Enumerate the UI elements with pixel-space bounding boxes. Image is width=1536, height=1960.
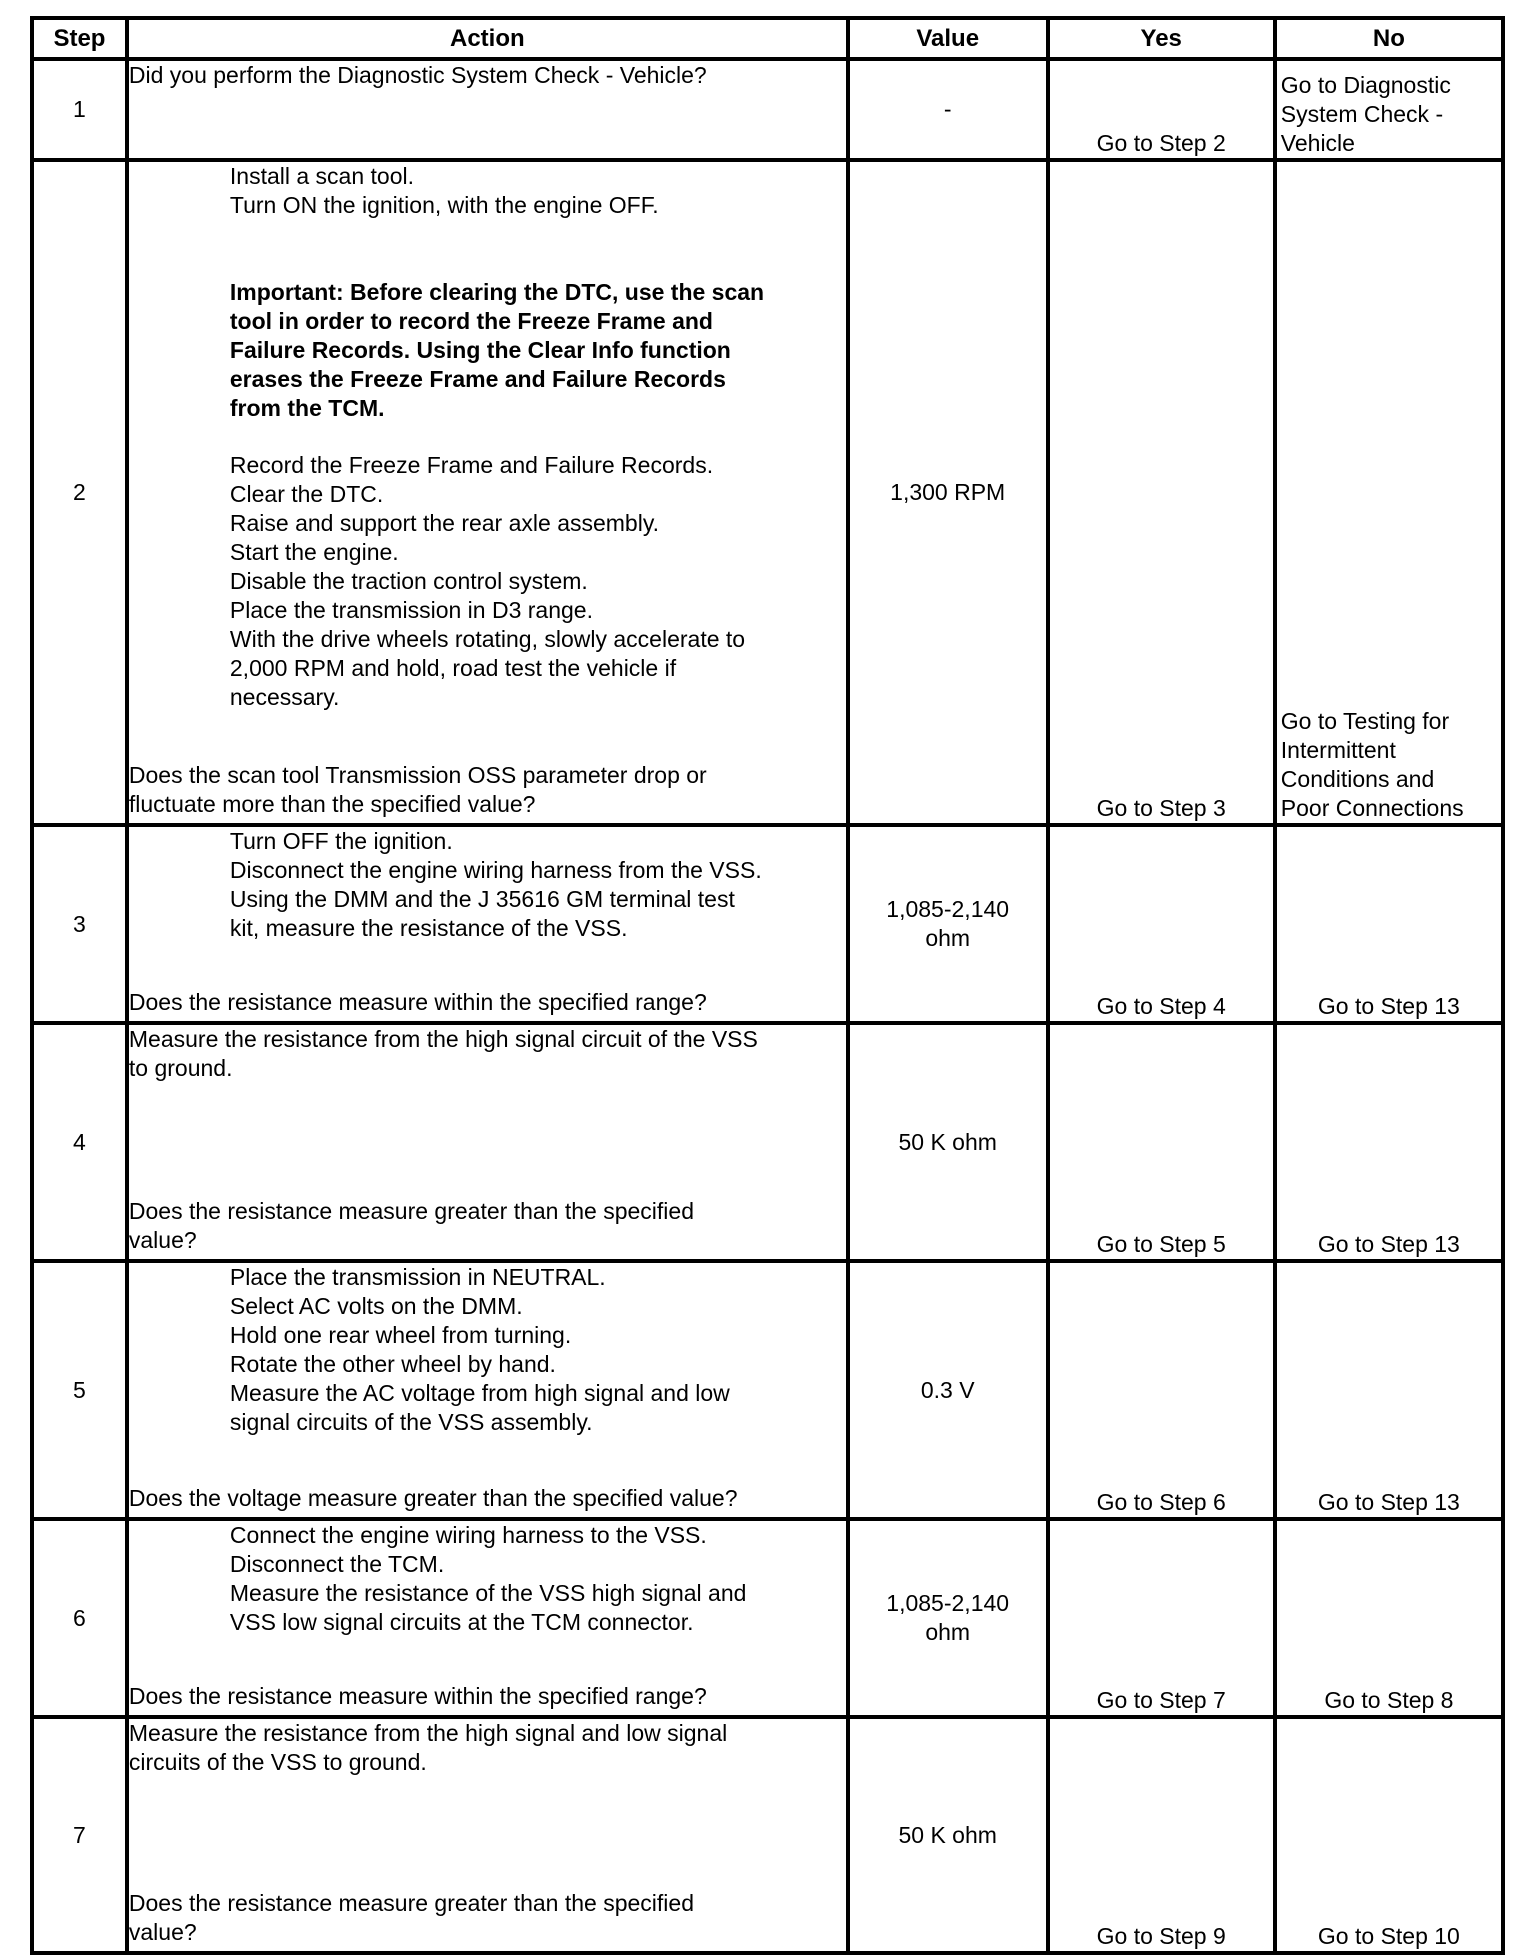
- action-line: Start the engine.: [229, 539, 399, 565]
- action-steps: [129, 1521, 846, 1637]
- no-line: Conditions and: [1280, 766, 1435, 792]
- no-link[interactable]: Go to Step 13: [1275, 1023, 1503, 1261]
- important-line: Important: Before clearing the DTC, use the scan: [229, 279, 765, 305]
- header-action: Action: [127, 18, 848, 59]
- step-number: 6: [32, 1519, 127, 1717]
- action-line: Raise and support the rear axle assembly.: [229, 510, 660, 536]
- action-steps: [129, 827, 846, 943]
- action-line: Hold one rear wheel from turning.: [229, 1322, 572, 1348]
- no-link[interactable]: Go to Step 10: [1275, 1717, 1503, 1953]
- action-steps: [129, 162, 846, 712]
- value-cell: 50 K ohm: [848, 1717, 1048, 1953]
- no-line: Vehicle: [1280, 130, 1355, 156]
- question-line: Does the resistance measure within the specified range?: [128, 1683, 707, 1709]
- action-line: Place the transmission in D3 range.: [229, 597, 593, 623]
- action-line: Disconnect the engine wiring harness from the VSS.: [229, 857, 762, 883]
- action-line: kit, measure the resistance of the VSS.: [229, 915, 628, 941]
- value-cell: [848, 825, 1048, 1023]
- header-no: No: [1275, 18, 1503, 59]
- value-line: 1,085-2,140: [886, 1590, 1010, 1616]
- question-line: fluctuate more than the specified value?: [128, 791, 536, 817]
- important-line: Failure Records. Using the Clear Info function: [229, 337, 731, 363]
- no-line: Poor Connections: [1280, 795, 1464, 821]
- action-cell: [127, 1519, 848, 1717]
- table-row-step-2: [32, 160, 1503, 825]
- diagnostic-table: [30, 16, 1505, 1955]
- step-number: 5: [32, 1261, 127, 1519]
- no-link[interactable]: [1275, 160, 1503, 825]
- question-line: Does the voltage measure greater than the specified value?: [128, 1485, 738, 1511]
- action-cell: [127, 59, 848, 160]
- question-line: Does the resistance measure within the specified range?: [128, 989, 707, 1015]
- action-cell: [127, 1717, 848, 1953]
- action-line: Rotate the other wheel by hand.: [229, 1351, 556, 1377]
- no-link[interactable]: [1275, 59, 1503, 160]
- action-question: [129, 1197, 846, 1255]
- yes-link[interactable]: Go to Step 4: [1048, 825, 1275, 1023]
- important-line: erases the Freeze Frame and Failure Records: [229, 366, 726, 392]
- no-line: System Check -: [1280, 101, 1444, 127]
- yes-link[interactable]: Go to Step 9: [1048, 1717, 1275, 1953]
- value-line: ohm: [925, 925, 971, 951]
- action-line: VSS low signal circuits at the TCM connector.: [229, 1609, 694, 1635]
- action-steps: [129, 1263, 846, 1437]
- question-line: Does the resistance measure greater than the specified: [128, 1890, 694, 1916]
- action-line: circuits of the VSS to ground.: [128, 1749, 427, 1775]
- step-number: 1: [32, 59, 127, 160]
- no-line: Go to Testing for: [1280, 708, 1450, 734]
- table-row-step-6: [32, 1519, 1503, 1717]
- header-yes: Yes: [1048, 18, 1275, 59]
- table-row-step-4: [32, 1023, 1503, 1261]
- no-link[interactable]: Go to Step 13: [1275, 825, 1503, 1023]
- value-cell: 0.3 V: [848, 1261, 1048, 1519]
- action-line: Connect the engine wiring harness to the VSS.: [229, 1522, 707, 1548]
- yes-link[interactable]: Go to Step 5: [1048, 1023, 1275, 1261]
- yes-link[interactable]: Go to Step 7: [1048, 1519, 1275, 1717]
- action-line: signal circuits of the VSS assembly.: [229, 1409, 593, 1435]
- action-question: [129, 1484, 846, 1513]
- action-intro: [129, 1025, 846, 1083]
- action-intro: [129, 61, 846, 90]
- no-line: Go to Diagnostic: [1280, 72, 1451, 98]
- question-line: Does the resistance measure greater than the specified: [128, 1198, 694, 1224]
- value-cell: 50 K ohm: [848, 1023, 1048, 1261]
- action-cell: [127, 1023, 848, 1261]
- action-question: [129, 988, 846, 1017]
- action-line: Disable the traction control system.: [229, 568, 588, 594]
- action-line: Record the Freeze Frame and Failure Records.: [229, 452, 714, 478]
- action-line: Select AC volts on the DMM.: [229, 1293, 523, 1319]
- table-row-step-5: [32, 1261, 1503, 1519]
- action-line: Disconnect the TCM.: [229, 1551, 445, 1577]
- header-step: Step: [32, 18, 127, 59]
- action-line: Turn OFF the ignition.: [229, 828, 453, 854]
- value-line: 1,085-2,140: [886, 896, 1010, 922]
- no-link[interactable]: Go to Step 8: [1275, 1519, 1503, 1717]
- action-question: [129, 1889, 846, 1947]
- action-line: Measure the resistance of the VSS high signal and: [229, 1580, 747, 1606]
- no-line: Intermittent: [1280, 737, 1396, 763]
- action-line: necessary.: [229, 684, 340, 710]
- question-line: value?: [128, 1227, 197, 1253]
- header-row: [32, 18, 1503, 59]
- table-row-step-7: [32, 1717, 1503, 1953]
- action-line: Using the DMM and the J 35616 GM terminal test: [229, 886, 735, 912]
- value-cell: -: [848, 59, 1048, 160]
- important-line: from the TCM.: [229, 395, 385, 421]
- action-line: 2,000 RPM and hold, road test the vehicle if: [229, 655, 677, 681]
- yes-link[interactable]: Go to Step 3: [1048, 160, 1275, 825]
- table-row-step-1: [32, 59, 1503, 160]
- action-line: Measure the AC voltage from high signal and low: [229, 1380, 730, 1406]
- important-note: [230, 278, 846, 423]
- action-cell: [127, 825, 848, 1023]
- no-link[interactable]: Go to Step 13: [1275, 1261, 1503, 1519]
- value-line: ohm: [925, 1619, 971, 1645]
- action-line: to ground.: [128, 1055, 233, 1081]
- action-line: Measure the resistance from the high signal and low signal: [128, 1720, 728, 1746]
- value-cell: [848, 1519, 1048, 1717]
- question-line: value?: [128, 1919, 197, 1945]
- yes-link[interactable]: Go to Step 2: [1048, 59, 1275, 160]
- action-line: Place the transmission in NEUTRAL.: [229, 1264, 606, 1290]
- action-line: Measure the resistance from the high signal circuit of the VSS: [128, 1026, 758, 1052]
- header-value: Value: [848, 18, 1048, 59]
- action-line: Turn ON the ignition, with the engine OFF.: [229, 192, 659, 218]
- yes-link[interactable]: Go to Step 6: [1048, 1261, 1275, 1519]
- action-question: [129, 1682, 846, 1711]
- important-line: tool in order to record the Freeze Frame and: [229, 308, 713, 334]
- action-line: Clear the DTC.: [229, 481, 384, 507]
- step-number: 7: [32, 1717, 127, 1953]
- value-cell: 1,300 RPM: [848, 160, 1048, 825]
- action-line: Did you perform the Diagnostic System Check - Vehicle?: [128, 62, 707, 88]
- action-cell: [127, 1261, 848, 1519]
- action-intro: [129, 1719, 846, 1777]
- table-row-step-3: [32, 825, 1503, 1023]
- action-cell: [127, 160, 848, 825]
- question-line: Does the scan tool Transmission OSS parameter drop or: [128, 762, 707, 788]
- action-line: Install a scan tool.: [229, 163, 414, 189]
- step-number: 4: [32, 1023, 127, 1261]
- action-line: With the drive wheels rotating, slowly accelerate to: [229, 626, 746, 652]
- action-question: [129, 761, 846, 819]
- step-number: 3: [32, 825, 127, 1023]
- step-number: 2: [32, 160, 127, 825]
